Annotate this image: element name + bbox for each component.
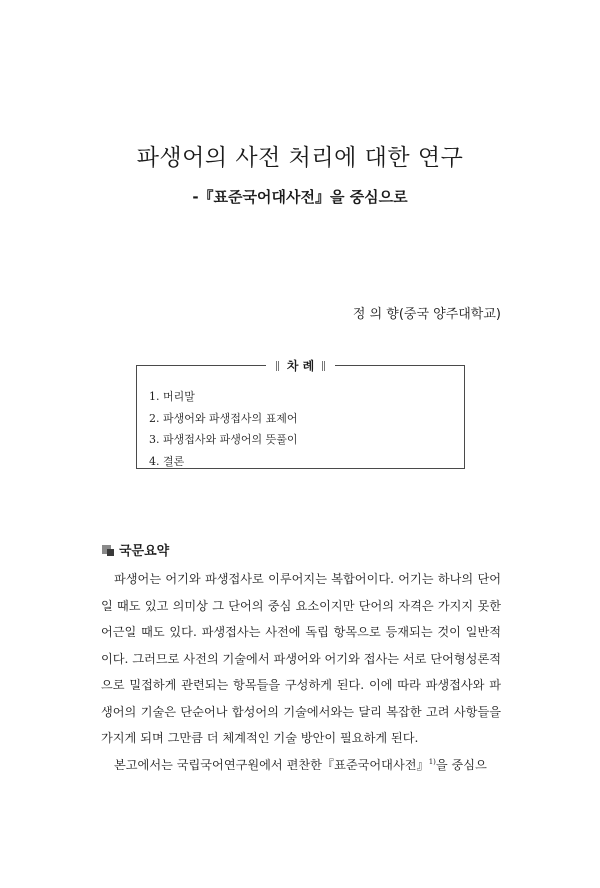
abstract-heading xyxy=(102,540,169,559)
paper-subtitle: -『표준국어대사전』을 중심으로 xyxy=(192,188,408,206)
abstract-body xyxy=(101,566,501,778)
paragraph-2-text: 본고에서는 국립국어연구원에서 편찬한『표준국어대사전』 xyxy=(114,757,429,772)
toc-label-text: 차 례 xyxy=(286,359,315,373)
toc-right-bar-icon xyxy=(322,361,325,371)
footnote-marker: 1) xyxy=(428,757,436,766)
toc-item: 3. 파생접사와 파생어의 뜻풀이 xyxy=(149,433,298,446)
abstract-paragraph-2 xyxy=(101,752,501,779)
toc-left-bar-icon xyxy=(276,361,279,371)
square-bullet-icon xyxy=(102,543,115,556)
toc-item: 1. 머리말 xyxy=(149,390,195,403)
paragraph-2-text-end: 을 중심으 xyxy=(435,757,487,772)
abstract-heading-text: 국문요약 xyxy=(119,544,170,559)
author-affiliation: 정 의 향(중국 양주대학교) xyxy=(352,307,501,322)
toc-item: 4. 결론 xyxy=(149,454,185,468)
toc-list xyxy=(149,386,298,472)
toc-label xyxy=(266,358,336,374)
abstract-paragraph-1: 파생어는 어기와 파생접사로 이루어지는 복합어이다. 어기는 하나의 단어일 때도 있고 의미상 그 단어의 중심 요소이지만 단어의 자격은 가지지 못한 어근일 때도 있다. 파생접사는 사전에 독립 항목으로 등재되는 것이 일반적이다. 그러므로 사전의 기술에서 파생어와 어기와 접사는 서로 단어형성론적으로 밀접하게 관련되는 항목들을 구성하게 된다. 이에 따라 파생접사와 파생어의 기술은 단순어나 합성어의 기술에서와는 달리 복잡한 고려 사항들을 가지게 되며 그만큼 더 체계적인 기술 방안이 필요하게 된다. xyxy=(101,572,501,745)
table-of-contents xyxy=(136,359,465,469)
toc-item: 2. 파생어와 파생접사의 표제어 xyxy=(149,411,298,425)
toc-label-wrap xyxy=(137,357,464,375)
paper-title: 파생어의 사전 처리에 대한 연구 xyxy=(136,145,464,171)
